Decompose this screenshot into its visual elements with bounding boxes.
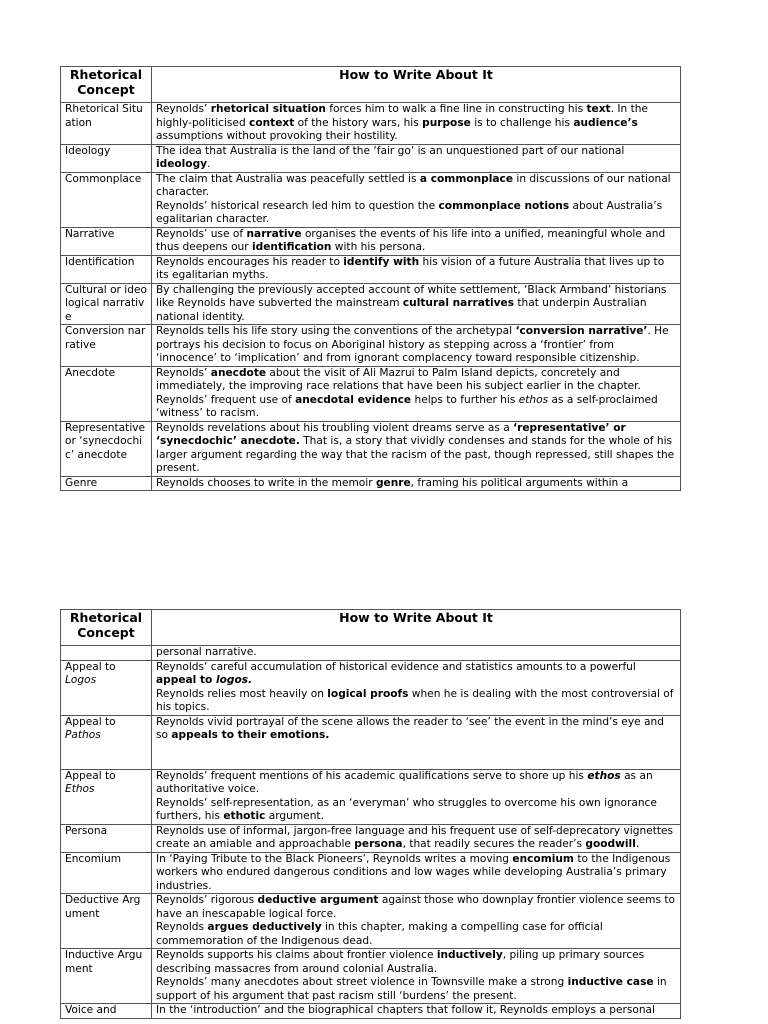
table-row (61, 660, 681, 715)
text-run: personal narrative. (156, 646, 257, 658)
emphasized-term: audience’s (573, 116, 638, 129)
emphasized-term: persona (354, 838, 403, 850)
emphasized-term: encomium (512, 852, 574, 865)
text-run: , piling up primary sources describing massacres from around colonial Australia. (156, 949, 645, 975)
text-run: Reynolds’ rigorous (156, 894, 258, 906)
how-to-write-cell (152, 646, 681, 661)
how-to-write-cell (152, 476, 681, 491)
rhetorical-concepts-table-2 (60, 609, 681, 1019)
how-to-write-cell (152, 1004, 681, 1019)
description-paragraph (156, 1004, 676, 1018)
concept-cell (61, 103, 152, 145)
description-paragraph (156, 228, 676, 255)
concept-cell (61, 660, 152, 715)
text-run: Reynolds chooses to write in the memoir (156, 476, 376, 489)
emphasized-term: ethos (587, 769, 621, 782)
text-run: Reynolds’ many anecdotes about street violence in Townsville make a strong (156, 976, 568, 988)
description-paragraph (156, 173, 676, 200)
table-row (61, 1004, 681, 1019)
concept-cell (61, 646, 152, 661)
text-run: organises the events of his life into a unified, meaningful whole and thus deepens our (156, 227, 666, 253)
concept-label: Conversion narrative (65, 325, 146, 351)
table-row (61, 144, 681, 172)
description-paragraph (156, 770, 676, 797)
text-run: Reynolds encourages his reader to (156, 255, 344, 268)
text-run: of the history wars, his (294, 116, 423, 129)
concept-label: Ideology (65, 144, 111, 157)
how-to-write-cell (152, 325, 681, 367)
text-run: Reynolds’ frequent use of (156, 393, 296, 406)
table-row (61, 476, 681, 491)
description-paragraph (156, 825, 676, 852)
header-concept: Rhetorical Concept (61, 67, 152, 103)
how-to-write-cell (152, 715, 681, 769)
header-concept: Rhetorical Concept (61, 610, 152, 646)
table-row (61, 283, 681, 325)
concept-label: Anecdote (65, 366, 116, 379)
text-run: when he is dealing with the most controversial of his topics. (156, 687, 674, 713)
concept-label: Rhetorical Situation (65, 103, 143, 129)
concept-label: Inductive Argument (65, 949, 143, 975)
how-to-write-cell (152, 283, 681, 325)
emphasized-term: inductive case (567, 976, 654, 988)
description-paragraph (156, 284, 676, 325)
text-run: as a self-proclaimed ‘witness’ to racism. (156, 393, 658, 419)
text-run: in support of his argument that past racism still ‘burdens’ the present. (156, 976, 667, 1002)
text-run: in this chapter, making a compelling case for official commemoration of the Indigenous dead. (156, 921, 603, 947)
description-paragraph (156, 256, 676, 283)
text-run: Reynolds relies most heavily on (156, 687, 328, 700)
text-run: that underpin Australian national identity. (156, 297, 647, 323)
emphasized-term: genre (375, 476, 411, 489)
emphasized-term: context (249, 116, 295, 129)
emphasized-term: anecdotal evidence (295, 393, 412, 406)
text-run: . In the highly-politicised (156, 103, 648, 129)
emphasized-term: commonplace notions (438, 199, 570, 212)
table-row (61, 715, 681, 769)
text-run: to the Indigenous workers who endured dangerous conditions and low wages while developing Australia’s primary industries. (156, 852, 671, 892)
description-paragraph (156, 688, 676, 715)
concept-label-emphasis: Pathos (65, 729, 101, 741)
text-run: argument. (265, 810, 324, 822)
rhetorical-concepts-table-1 (60, 66, 681, 491)
text-run: Reynolds’ self-representation, as an ‘everyman’ who struggles to overcome his own ignorance furthers, his (156, 796, 657, 822)
description-paragraph (156, 716, 676, 743)
emphasized-term: purpose (422, 116, 471, 129)
description-paragraph (156, 103, 676, 144)
text-run: That is, a story that vividly condenses and stands for the whole of his larger argument regarding the way that the racism of the past, though repressed, still shapes the present. (156, 435, 675, 474)
description-paragraph (156, 422, 676, 476)
how-to-write-cell (152, 255, 681, 283)
description-paragraph (156, 145, 676, 172)
concept-cell (61, 769, 152, 824)
emphasized-term: inductively (436, 949, 503, 961)
emphasized-term: deductive argument (257, 894, 379, 906)
text-run: about the visit of Ali Mazrui to Palm Island depicts, concretely and immediately, the improving race relations that have been his subject earlier in the chapter. (156, 366, 641, 392)
text-run: with his persona. (331, 241, 426, 253)
text-run: In the ‘introduction’ and the biographical chapters that follow it, Reynolds employs a personal (156, 1004, 655, 1016)
description-paragraph (156, 921, 676, 948)
text-run: forces him to walk a fine line in constructing his (325, 103, 587, 115)
text-run: In ‘Paying Tribute to the Black Pioneers’, Reynolds writes a moving (156, 852, 513, 865)
how-to-write-cell (152, 852, 681, 894)
emphasized-term: identify with (343, 255, 420, 268)
concept-cell (61, 227, 152, 255)
table-row (61, 172, 681, 227)
table-row (61, 852, 681, 894)
emphasized-term: ‘representative’ or ‘synecdochic’ anecdote. (156, 421, 626, 447)
concept-cell (61, 715, 152, 769)
text-run: against those who downplay frontier violence seems to have an inescapable logical force. (156, 894, 675, 920)
text-run: Reynolds supports his claims about frontier violence (156, 949, 437, 961)
table-row (61, 894, 681, 949)
description-paragraph (156, 394, 676, 421)
text-run: Reynolds’ historical research led him to question the (156, 199, 439, 212)
how-to-write-cell (152, 144, 681, 172)
text-run: assumptions without provoking their hostility. (156, 130, 398, 142)
concept-cell (61, 894, 152, 949)
concept-cell (61, 476, 152, 491)
text-run: . (207, 158, 211, 170)
table-row (61, 325, 681, 367)
emphasized-term: goodwill (585, 838, 636, 850)
description-paragraph (156, 797, 676, 824)
concept-cell (61, 325, 152, 367)
table-row (61, 366, 681, 421)
table-1-body (61, 103, 681, 491)
emphasized-term: ‘conversion narrative’ (515, 325, 648, 337)
how-to-write-cell (152, 227, 681, 255)
description-paragraph (156, 949, 676, 976)
concept-label: Encomium (65, 852, 122, 865)
text-run: Reynolds (156, 921, 208, 933)
concept-cell (61, 172, 152, 227)
text-run: Reynolds’ (156, 103, 211, 115)
emphasized-term: identification (252, 241, 332, 253)
table-row (61, 949, 681, 1004)
emphasized-term: logos. (216, 674, 253, 686)
how-to-write-cell (152, 949, 681, 1004)
table-row (61, 227, 681, 255)
table-row (61, 646, 681, 661)
concept-label: Narrative (65, 227, 115, 240)
text-run: Reynolds’ (156, 366, 211, 379)
emphasized-term: appeal to (156, 674, 216, 686)
table-2-body (61, 646, 681, 1019)
how-to-write-cell (152, 660, 681, 715)
concept-label: Appeal to (65, 769, 116, 782)
text-run: in discussions of our national character. (156, 172, 671, 198)
table-row (61, 769, 681, 824)
emphasized-term: argues deductively (207, 921, 322, 933)
text-run: Reynolds revelations about his troubling violent dreams serve as a (156, 421, 514, 434)
description-paragraph (156, 477, 676, 491)
concept-label: Voice and (65, 1004, 117, 1016)
text-run: , framing his political arguments within a (410, 476, 629, 489)
text-run: By challenging the previously accepted account of white settlement, ‘Black Armband’ historians like Reynolds have subverted the mainstream (156, 283, 667, 309)
text-run: is to challenge his (470, 116, 574, 129)
header-how-to-write: How to Write About It (152, 67, 681, 103)
text-run: . (635, 838, 640, 850)
concept-cell (61, 366, 152, 421)
concept-cell (61, 255, 152, 283)
how-to-write-cell (152, 769, 681, 824)
text-run: The claim that Australia was peacefully settled is (156, 172, 420, 185)
emphasized-term: anecdote (210, 366, 267, 379)
description-paragraph (156, 325, 676, 366)
concept-label: Identification (65, 255, 135, 268)
header-how-to-write: How to Write About It (152, 610, 681, 646)
emphasized-term: ethotic (223, 810, 266, 822)
concept-label: Appeal to (65, 715, 116, 728)
table-row (61, 421, 681, 476)
concept-label: Representative or ‘synecdochic’ anecdote (65, 421, 146, 461)
how-to-write-cell (152, 172, 681, 227)
concept-cell (61, 283, 152, 325)
how-to-write-cell (152, 894, 681, 949)
concept-cell (61, 144, 152, 172)
concept-cell (61, 1004, 152, 1019)
text-run: as an authoritative voice. (156, 769, 653, 795)
table-row (61, 255, 681, 283)
text-run: Reynolds’ frequent mentions of his academic qualifications serve to shore up his (156, 769, 588, 782)
description-paragraph (156, 976, 676, 1003)
how-to-write-cell (152, 421, 681, 476)
emphasized-term: ideology (156, 158, 208, 170)
description-paragraph (156, 894, 676, 921)
text-run: Reynolds’ use of (156, 227, 247, 240)
text-run: , that readily secures the reader’s (402, 838, 586, 850)
text-run: helps to further his (411, 393, 519, 406)
emphasized-term: rhetorical situation (210, 103, 326, 115)
description-paragraph (156, 853, 676, 894)
description-paragraph (156, 661, 676, 688)
concept-label: Cultural or ideological narrative (65, 283, 147, 323)
emphasized-term: narrative (246, 227, 302, 240)
text-run: The idea that Australia is the land of the ‘fair go’ is an unquestioned part of our national (156, 144, 625, 157)
concept-label: Persona (65, 824, 108, 837)
emphasized-term: ethos (518, 393, 549, 406)
description-paragraph (156, 646, 676, 660)
description-paragraph (156, 200, 676, 227)
text-run: . He portrays his decision to focus on Aboriginal history as stepping across a ‘frontier’ from ‘innocence’ to ‘implication’ and from ignorant complacency toward responsible citizenship. (156, 325, 669, 364)
concept-label: Deductive Argument (65, 894, 141, 920)
emphasized-term: text (586, 103, 611, 115)
how-to-write-cell (152, 366, 681, 421)
concept-label: Appeal to (65, 660, 116, 673)
concept-label-emphasis: Logos (65, 674, 97, 686)
emphasized-term: logical proofs (327, 687, 409, 700)
text-run: Reynolds use of informal, jargon-free language and his frequent use of self-deprecatory vignettes create an amiable and approachable (156, 824, 674, 850)
concept-label: Commonplace (65, 172, 142, 185)
emphasized-term: appeals to their emotions. (171, 729, 330, 741)
description-paragraph (156, 367, 676, 394)
text-run: Reynolds vivid portrayal of the scene allows the reader to ‘see’ the event in the mind’s eye and so (156, 715, 664, 741)
table-row (61, 824, 681, 852)
emphasized-term: cultural narratives (402, 297, 515, 309)
concept-cell (61, 421, 152, 476)
concept-cell (61, 949, 152, 1004)
text-run: Reynolds’ careful accumulation of historical evidence and statistics amounts to a powerful (156, 660, 636, 673)
how-to-write-cell (152, 824, 681, 852)
concept-cell (61, 852, 152, 894)
text-run: Reynolds tells his life story using the conventions of the archetypal (156, 325, 516, 337)
concept-label: Genre (65, 476, 98, 489)
text-run: about Australia’s egalitarian character. (156, 199, 663, 225)
concept-cell (61, 824, 152, 852)
text-run: his vision of a future Australia that lives up to its egalitarian myths. (156, 255, 665, 281)
emphasized-term: a commonplace (419, 172, 514, 185)
concept-label-emphasis: Ethos (65, 783, 95, 795)
how-to-write-cell (152, 103, 681, 145)
table-row (61, 103, 681, 145)
